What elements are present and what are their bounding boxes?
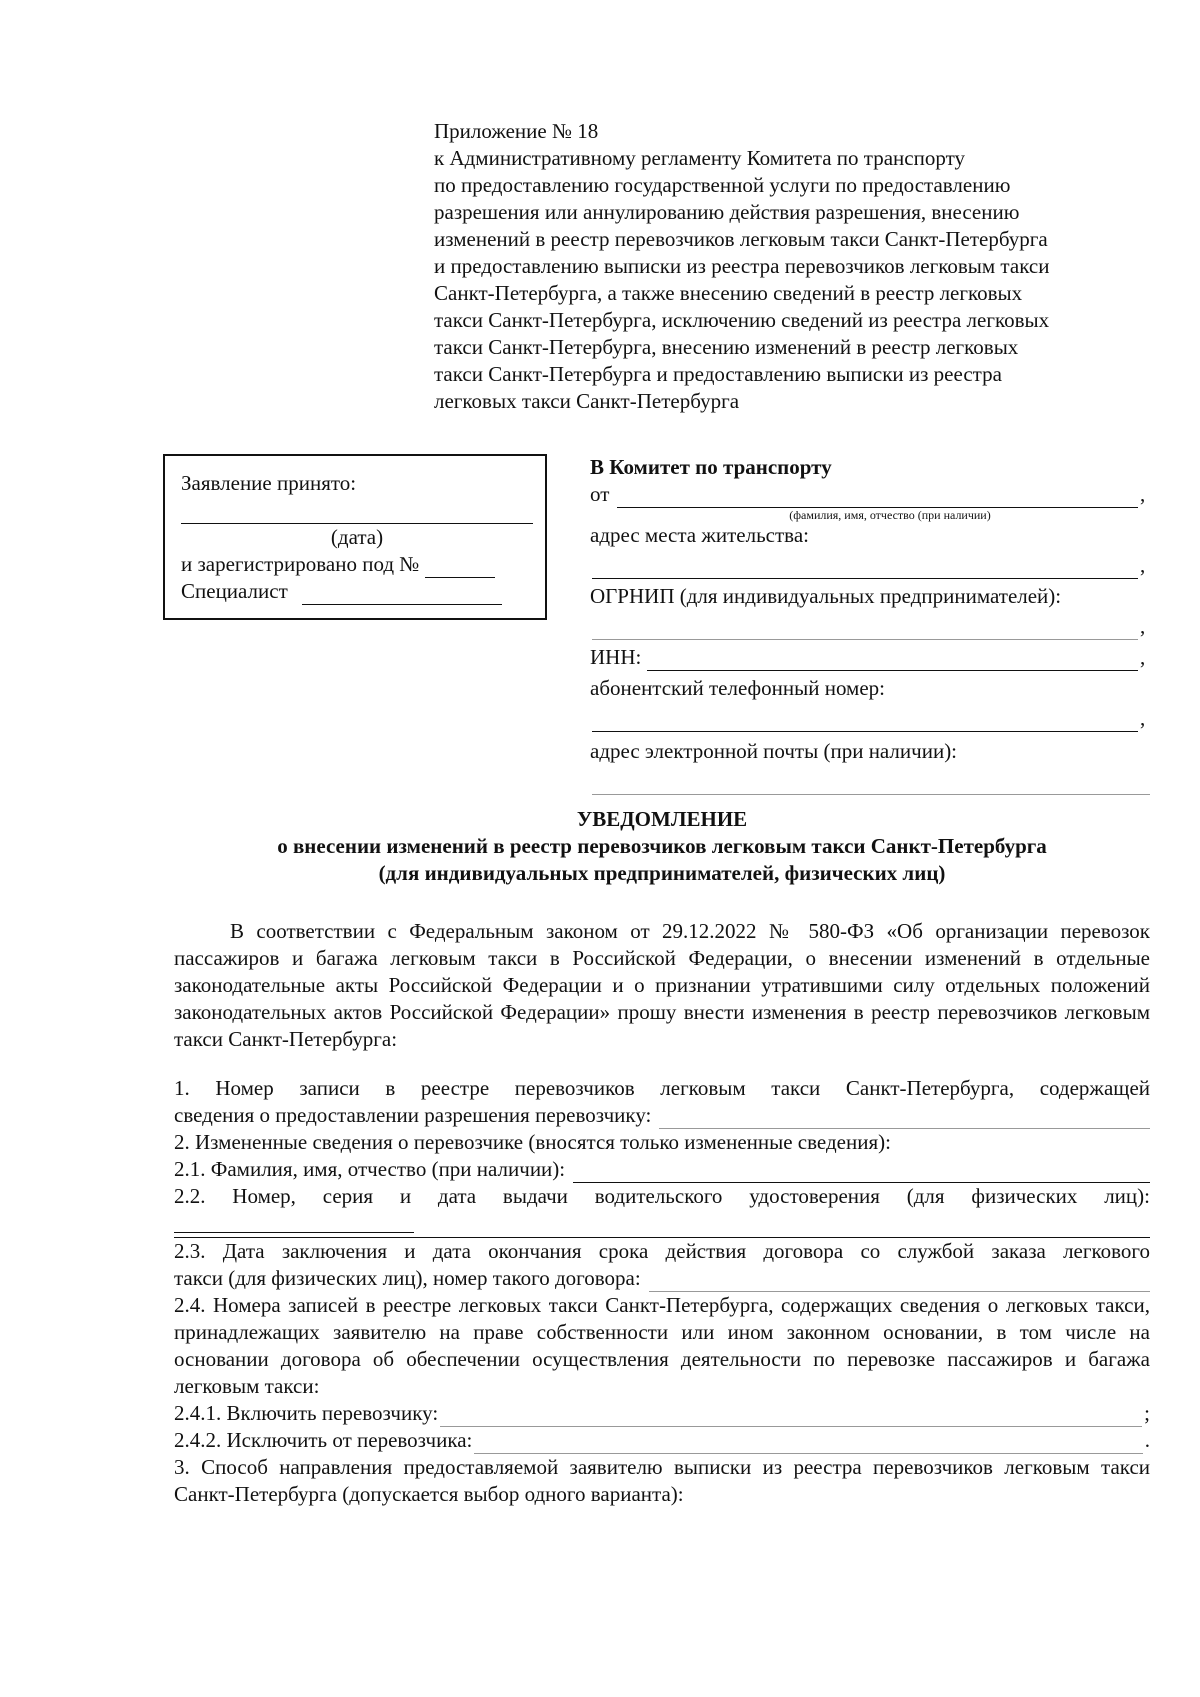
item-2-1-row — [174, 1156, 1150, 1183]
date-caption: (дата) — [330, 525, 384, 549]
phone-label: абонентский телефонный номер: — [590, 676, 886, 700]
applicant-name-blank[interactable] — [617, 487, 1138, 508]
from-label: от — [590, 482, 610, 506]
item-2-4-2-row — [174, 1427, 1150, 1454]
appendix-line: и предоставлению выписки из реестра перевозчиков легковым такси — [434, 254, 1050, 278]
registration-row — [181, 551, 531, 578]
appendix-line: легковых такси Санкт-Петербурга — [434, 389, 740, 413]
from-row — [590, 481, 1150, 508]
appendix-line: такси Санкт-Петербурга и предоставлению выписки из реестра — [434, 362, 1002, 386]
semicolon: ; — [1144, 1401, 1150, 1425]
title-line-1: УВЕДОМЛЕНИЕ — [576, 807, 748, 831]
date-blank-line[interactable] — [181, 503, 533, 524]
acceptance-stamp-box — [163, 454, 547, 620]
record-number-blank[interactable] — [659, 1108, 1150, 1129]
item-2-3-line-1: 2.3. Дата заключения и дата окончания срока действия договора со службой заказа легкового — [174, 1239, 1150, 1263]
comma: , — [1140, 482, 1146, 506]
appendix-line: Приложение № 18 — [434, 119, 599, 143]
specialist-row — [181, 578, 531, 605]
item-1-line-1: 1. Номер записи в реестре перевозчиков легковым такси Санкт-Петербурга, содержащей — [174, 1076, 1150, 1100]
item-1-row — [174, 1102, 1150, 1129]
ogrnip-label: ОГРНИП (для индивидуальных предпринимателей): — [590, 584, 1062, 608]
comma: , — [1140, 706, 1146, 730]
addressee-to: В Комитет по транспорту — [590, 455, 832, 479]
item-2-4: 2.4. Номера записей в реестре легковых такси Санкт-Петербурга, содержащих сведения о легковых такси, принадлежащих заявителю на праве собственности или ином законном основании, в том числе на основании договора об обеспечении осуществления деятельности по перевозке пассажиров и багажа легковым такси: — [174, 1293, 1150, 1398]
item-2-2: 2.2. Номер, серия и дата выдачи водительского удостоверения (для физических лиц): — [174, 1184, 1150, 1208]
item-2-1-label: 2.1. Фамилия, имя, отчество (при наличии): — [174, 1157, 566, 1181]
comma: , — [1140, 553, 1146, 577]
address-row — [590, 549, 1150, 579]
email-blank[interactable] — [592, 774, 1150, 795]
appendix-line: изменений в реестр перевозчиков легковым такси Санкт-Петербурга — [434, 227, 1048, 251]
appendix-line: такси Санкт-Петербурга, внесению изменений в реестр легковых — [434, 335, 1019, 359]
item-2-3-label: такси (для физических лиц), номер такого договора: — [174, 1266, 641, 1290]
document-title — [174, 806, 1150, 887]
item-2-3-row — [174, 1265, 1150, 1292]
title-line-2: о внесении изменений в реестр перевозчиков легковым такси Санкт-Петербурга — [277, 834, 1047, 858]
item-2-4-2-label: 2.4.2. Исключить от перевозчика: — [174, 1428, 473, 1452]
contract-blank[interactable] — [649, 1271, 1150, 1292]
inn-label: ИНН: — [590, 645, 642, 669]
comma: , — [1140, 645, 1146, 669]
registered-label: и зарегистрировано под № — [181, 552, 420, 576]
license-blank[interactable] — [174, 1210, 414, 1233]
item-2: 2. Измененные сведения о перевозчике (вносятся только измененные сведения): — [174, 1130, 891, 1154]
address-blank[interactable] — [592, 558, 1138, 579]
item-1-label: сведения о предоставлении разрешения перевозчику: — [174, 1103, 652, 1127]
appendix-line: разрешения или аннулированию действия разрешения, внесению — [434, 200, 1020, 224]
exclude-records-blank[interactable] — [474, 1433, 1142, 1454]
ogrnip-row — [590, 610, 1150, 640]
phone-blank[interactable] — [592, 711, 1138, 732]
item-2-4-1-row — [174, 1400, 1150, 1427]
appendix-line: Санкт-Петербурга, а также внесению сведений в реестр легковых — [434, 281, 1023, 305]
ogrnip-blank[interactable] — [592, 619, 1138, 640]
full-name-blank[interactable] — [573, 1162, 1150, 1183]
item-2-4-1-label: 2.4.1. Включить перевозчику: — [174, 1401, 439, 1425]
document-body — [174, 918, 1150, 1508]
email-label: адрес электронной почты (при наличии): — [590, 739, 958, 763]
inn-blank[interactable] — [647, 650, 1138, 671]
specialist-blank[interactable] — [302, 584, 502, 605]
intro-paragraph: В соответствии с Федеральным законом от 29.12.2022 № 580-ФЗ «Об организации перевозок пассажиров и багажа легковым такси в Российской Федерации, о внесении изменений в отдельные законодательные акты Российской Федерации и о признании утратившими силу отдельных положений законодательных актов Российской Федерации» прошу внести изменения в реестр перевозчиков легковым такси Санкт-Петербурга: — [174, 919, 1150, 1051]
phone-row — [590, 702, 1150, 732]
email-row — [590, 765, 1150, 795]
period: . — [1144, 1428, 1150, 1452]
comma: , — [1140, 614, 1146, 638]
title-line-3: (для индивидуальных предпринимателей, физических лиц) — [378, 861, 946, 885]
include-records-blank[interactable] — [440, 1406, 1142, 1427]
appendix-header — [434, 118, 1174, 415]
appendix-line: по предоставлению государственной услуги по предоставлению — [434, 173, 1011, 197]
accept-box-title: Заявление принято: — [181, 471, 357, 495]
address-label: адрес места жительства: — [590, 523, 809, 547]
appendix-line: к Административному регламенту Комитета по транспорту — [434, 146, 965, 170]
specialist-label: Специалист — [181, 579, 288, 603]
registration-number-blank[interactable] — [425, 557, 495, 578]
item-3: 3. Способ направления предоставляемой заявителю выписки из реестра перевозчиков легковым такси Санкт-Петербурга (допускается выбор одного варианта): — [174, 1455, 1150, 1506]
name-caption: (фамилия, имя, отчество (при наличии) — [789, 508, 991, 522]
inn-row — [590, 644, 1150, 671]
appendix-line: такси Санкт-Петербурга, исключению сведений из реестра легковых — [434, 308, 1050, 332]
addressee-block — [590, 454, 1150, 795]
